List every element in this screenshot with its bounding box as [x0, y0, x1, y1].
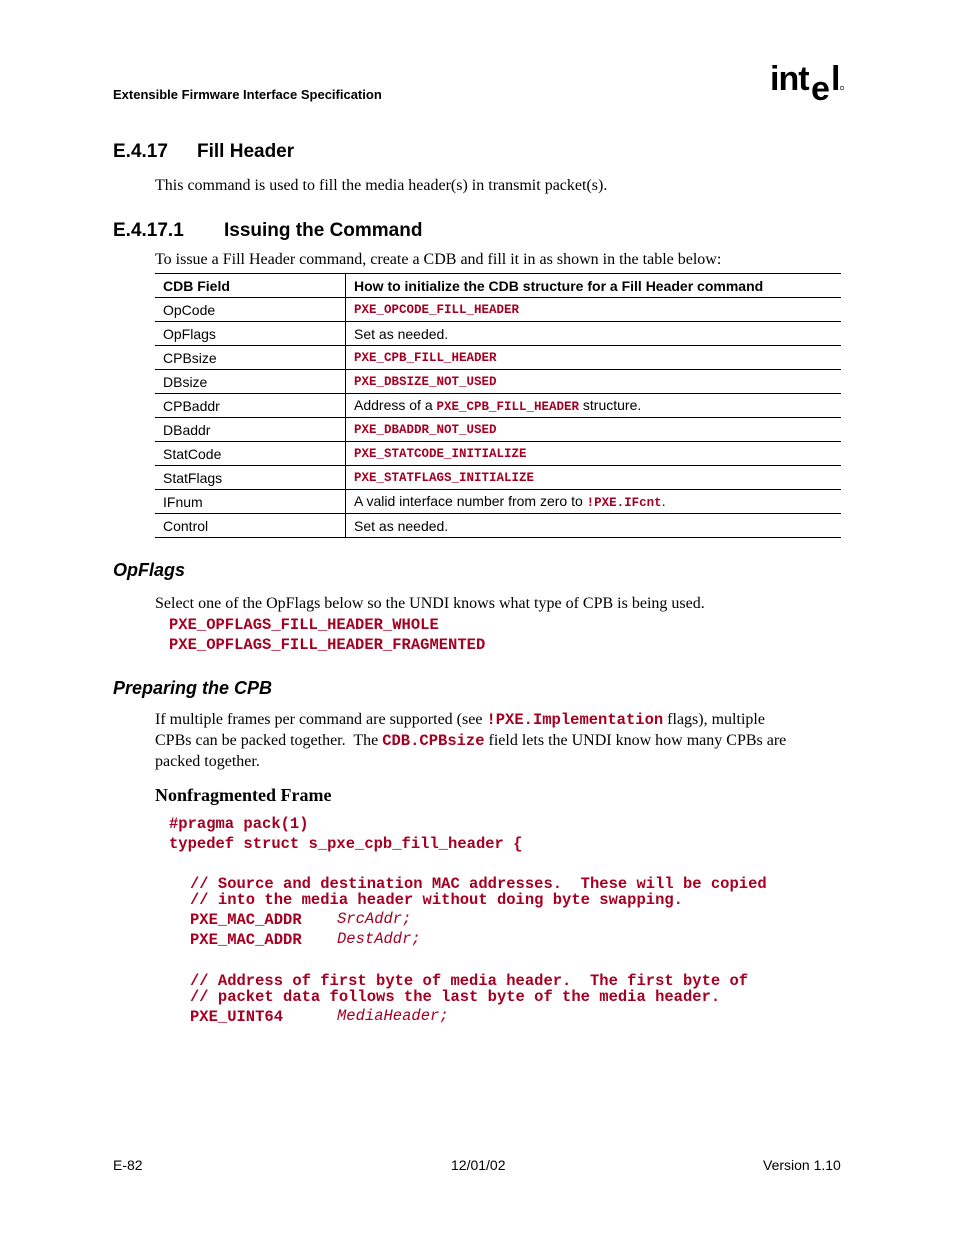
code-line: typedef struct s_pxe_cpb_fill_header {	[169, 835, 523, 853]
preparing-heading: Preparing the CPB	[113, 678, 273, 698]
code-line: #pragma pack(1)	[169, 815, 309, 833]
cell-field: DBaddr	[155, 418, 346, 442]
cell-field: StatCode	[155, 442, 346, 466]
column-header-field: CDB Field	[155, 274, 346, 298]
cell-text-post: .	[661, 493, 666, 509]
footer-version: Version 1.10	[763, 1157, 841, 1173]
footer-date: 12/01/02	[451, 1157, 506, 1173]
inline-code: CDB.CPBsize	[382, 732, 485, 750]
document-title: Extensible Firmware Interface Specification	[113, 87, 382, 102]
code-field-type: PXE_UINT64	[190, 1008, 284, 1026]
cell-text-pre: Address of a	[354, 397, 437, 413]
cell-code: PXE_CPB_FILL_HEADER	[436, 400, 580, 414]
preparing-paragraph-line	[155, 709, 765, 731]
table-row	[155, 298, 841, 322]
inline-code: !PXE.Implementation	[486, 711, 664, 729]
text: field lets the UNDI know how many CPBs are	[484, 732, 787, 749]
subsection-number: E.4.17.1	[113, 220, 184, 241]
cell-value: PXE_CPB_FILL_HEADER	[346, 346, 842, 370]
subsection-heading	[113, 220, 423, 242]
table-row	[155, 466, 841, 490]
cell-value: Set as needed.	[346, 514, 842, 538]
opflags-heading: OpFlags	[113, 560, 186, 580]
cell-field: StatFlags	[155, 466, 346, 490]
code-field-type: PXE_MAC_ADDR	[190, 931, 302, 949]
cell-value: Set as needed.	[346, 322, 842, 346]
page-number: E-82	[113, 1157, 143, 1173]
opflag-item: PXE_OPFLAGS_FILL_HEADER_WHOLE	[169, 616, 439, 634]
nonfragmented-heading: Nonfragmented Frame	[155, 785, 332, 805]
cell-field: OpFlags	[155, 322, 346, 346]
cell-field: Control	[155, 514, 346, 538]
cell-value: PXE_DBADDR_NOT_USED	[346, 418, 842, 442]
code-comment: // Source and destination MAC addresses. These will be copied	[190, 875, 767, 893]
code-comment: // into the media header without doing byte swapping.	[190, 891, 683, 909]
section-intro: This command is used to fill the media header(s) in transmit packet(s).	[155, 177, 608, 194]
table-header-row	[155, 274, 841, 298]
cell-value: PXE_STATCODE_INITIALIZE	[346, 442, 842, 466]
svg-text:int: int	[770, 60, 809, 98]
code-field-name: SrcAddr;	[337, 910, 412, 928]
cell-field: DBsize	[155, 370, 346, 394]
cell-text-post: structure.	[579, 397, 642, 413]
svg-text:e: e	[811, 70, 830, 104]
section-title: Fill Header	[197, 141, 295, 162]
opflag-item: PXE_OPFLAGS_FILL_HEADER_FRAGMENTED	[169, 636, 486, 654]
code-comment: // Address of first byte of media header. The first byte of	[190, 972, 749, 990]
opflags-text: Select one of the OpFlags below so the UNDI knows what type of CPB is being used.	[155, 595, 705, 612]
cell-value: PXE_STATFLAGS_INITIALIZE	[346, 466, 842, 490]
code-field-name: MediaHeader;	[337, 1007, 449, 1025]
table-row	[155, 514, 841, 538]
svg-text:l: l	[831, 60, 841, 98]
preparing-paragraph-line: packed together.	[155, 753, 260, 770]
section-heading	[113, 141, 295, 163]
intel-logo	[770, 60, 846, 104]
cell-field: CPBaddr	[155, 394, 346, 418]
cell-field: CPBsize	[155, 346, 346, 370]
table-row	[155, 418, 841, 442]
section-number: E.4.17	[113, 141, 168, 162]
cell-value: PXE_DBSIZE_NOT_USED	[346, 370, 842, 394]
code-comment: // packet data follows the last byte of the media header.	[190, 988, 721, 1006]
subsection-title: Issuing the Command	[224, 220, 423, 241]
code-field-type: PXE_MAC_ADDR	[190, 911, 302, 929]
text: flags), multiple	[663, 711, 765, 728]
cell-text-pre: A valid interface number from zero to	[354, 493, 587, 509]
table-row	[155, 370, 841, 394]
preparing-paragraph-line	[155, 730, 786, 752]
table-row	[155, 346, 841, 370]
cdb-table	[155, 273, 841, 538]
table-row	[155, 394, 841, 418]
cell-value	[346, 394, 842, 418]
text: CPBs can be packed together. The	[155, 732, 383, 749]
cell-field: IFnum	[155, 490, 346, 514]
subsection-intro: To issue a Fill Header command, create a CDB and fill it in as shown in the table below:	[155, 251, 722, 268]
cell-value	[346, 490, 842, 514]
cell-code: !PXE.IFcnt	[586, 496, 662, 510]
cell-value: PXE_OPCODE_FILL_HEADER	[346, 298, 842, 322]
table-row	[155, 322, 841, 346]
table-row	[155, 442, 841, 466]
column-header-init: How to initialize the CDB structure for a Fill Header command	[346, 274, 842, 298]
table-row	[155, 490, 841, 514]
cell-field: OpCode	[155, 298, 346, 322]
text: If multiple frames per command are supported (see	[155, 711, 487, 728]
code-field-name: DestAddr;	[337, 930, 421, 948]
